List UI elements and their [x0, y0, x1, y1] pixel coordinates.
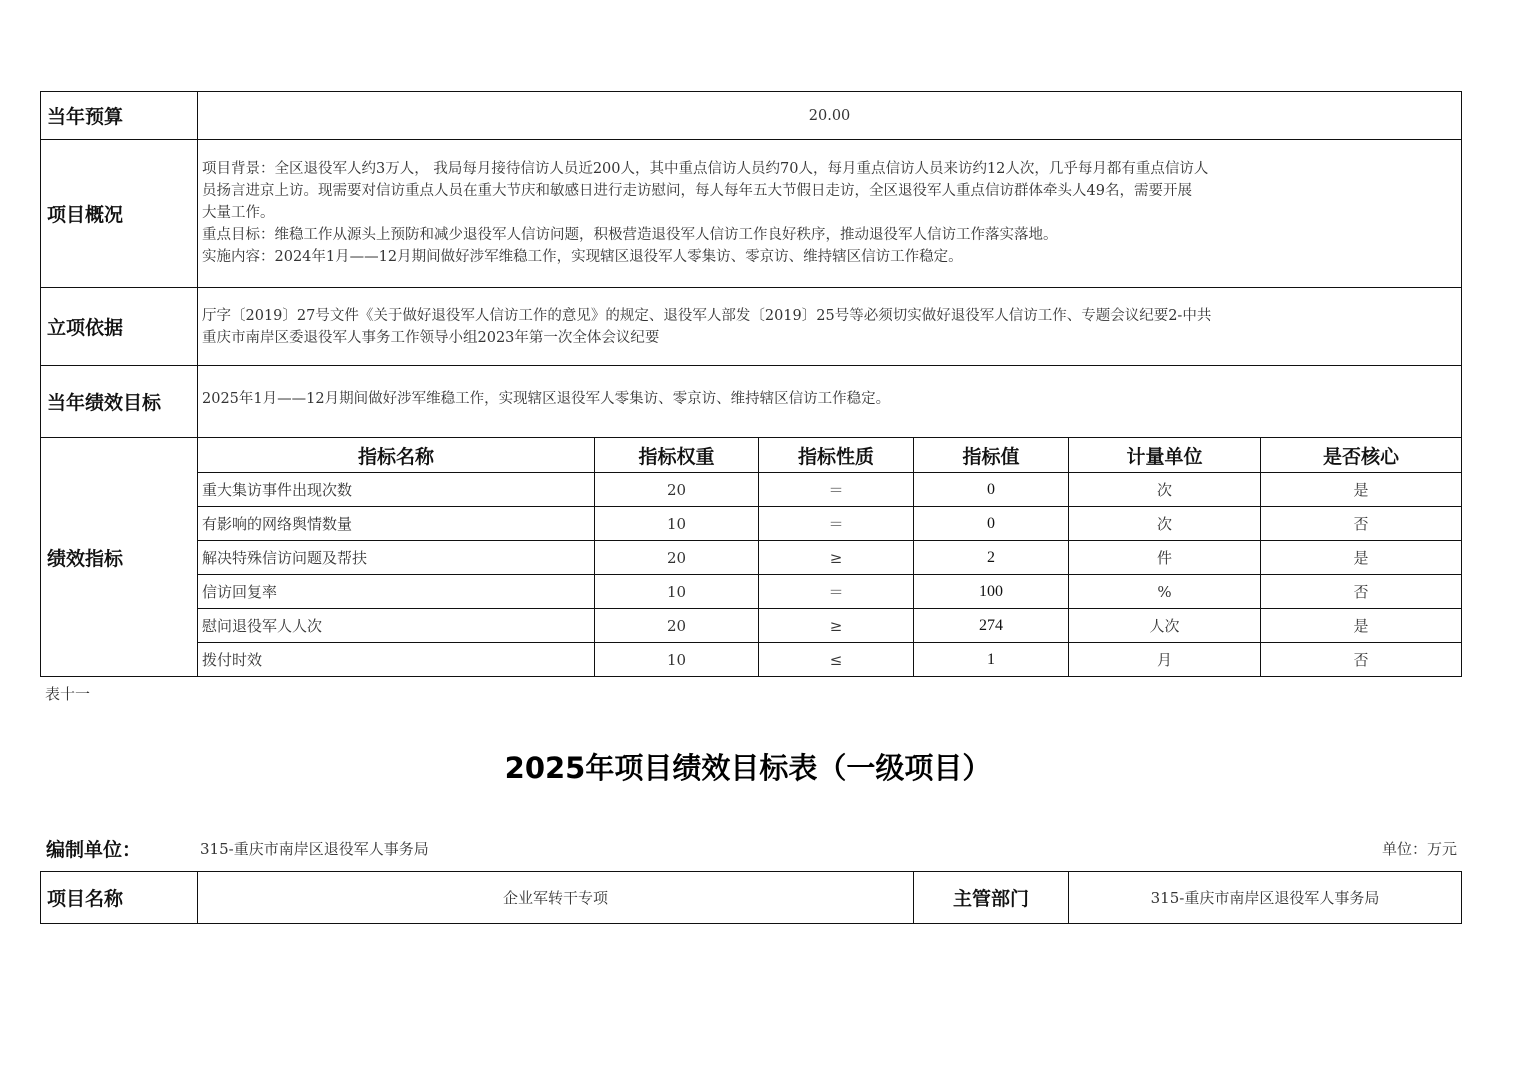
table-note: 表十一	[45, 685, 91, 703]
table-row	[41, 541, 1462, 575]
indicator-nature: ≥	[759, 541, 914, 575]
indicator-unit: 件	[1069, 541, 1261, 575]
indicator-is-core: 是	[1261, 473, 1462, 507]
indicator-label: 绩效指标	[41, 438, 198, 677]
header-indicator-weight: 指标权重	[595, 438, 759, 473]
overview-line: 大量工作。	[202, 205, 275, 221]
indicator-unit: 月	[1069, 643, 1261, 677]
header-indicator-value: 指标值	[914, 438, 1069, 473]
indicator-value: 100	[914, 575, 1069, 609]
indicator-unit: %	[1069, 575, 1261, 609]
indicator-weight: 10	[595, 507, 759, 541]
indicator-is-core: 否	[1261, 507, 1462, 541]
overview-line: 重点目标：维稳工作从源头上预防和减少退役军人信访问题，积极营造退役军人信访工作良好秩序，推动退役军人信访工作落实落地。	[202, 227, 1058, 243]
page-title: 2025年项目绩效目标表（一级项目）	[504, 751, 992, 785]
table-row	[41, 609, 1462, 643]
goal-label: 当年绩效目标	[41, 366, 198, 438]
indicator-nature: ＝	[759, 473, 914, 507]
table-row	[41, 507, 1462, 541]
indicator-value: 0	[914, 473, 1069, 507]
project-performance-table	[40, 91, 1462, 677]
indicator-is-core: 是	[1261, 609, 1462, 643]
indicator-value: 274	[914, 609, 1069, 643]
overview-text	[198, 140, 1462, 288]
unit-label: 编制单位：	[46, 839, 142, 861]
goal-value: 2025年1月——12月期间做好涉军维稳工作，实现辖区退役军人零集访、零京访、维持辖区信访工作稳定。	[198, 366, 1462, 438]
indicator-is-core: 否	[1261, 575, 1462, 609]
basis-line: 厅字〔2019〕27号文件《关于做好退役军人信访工作的意见》的规定、退役军人部发〔2019〕25号等必须切实做好退役军人信访工作、专题会议纪要2-中共	[202, 307, 1212, 324]
dept-value: 315-重庆市南岸区退役军人事务局	[1069, 872, 1462, 924]
table-row	[41, 575, 1462, 609]
indicator-weight: 20	[595, 609, 759, 643]
overview-line: 员扬言进京上访。现需要对信访重点人员在重大节庆和敏感日进行走访慰问，每人每年五大节假日走访，全区退役军人重点信访群体牵头人49名，需要开展	[202, 183, 1192, 199]
basis-line: 重庆市南岸区委退役军人事务工作领导小组2023年第一次全体会议纪要	[202, 329, 660, 346]
indicator-weight: 20	[595, 541, 759, 575]
header-indicator-name: 指标名称	[198, 438, 595, 473]
overview-label: 项目概况	[41, 140, 198, 288]
dept-label: 主管部门	[914, 872, 1069, 924]
indicator-name: 慰问退役军人人次	[198, 609, 595, 643]
budget-label: 当年预算	[41, 92, 198, 140]
indicator-value: 1	[914, 643, 1069, 677]
overview-line: 实施内容：2024年1月——12月期间做好涉军维稳工作，实现辖区退役军人零集访、零京访、维持辖区信访工作稳定。	[202, 249, 963, 265]
table-row	[41, 643, 1462, 677]
indicator-name: 拨付时效	[198, 643, 595, 677]
currency-label: 单位：万元	[1381, 840, 1457, 858]
indicator-nature: ≥	[759, 609, 914, 643]
budget-value: 20.00	[198, 92, 1462, 140]
indicator-name: 有影响的网络舆情数量	[198, 507, 595, 541]
header-unit: 计量单位	[1069, 438, 1261, 473]
indicator-weight: 10	[595, 643, 759, 677]
table-row	[41, 473, 1462, 507]
indicator-weight: 20	[595, 473, 759, 507]
indicator-name: 重大集访事件出现次数	[198, 473, 595, 507]
basis-label: 立项依据	[41, 288, 198, 366]
indicator-weight: 10	[595, 575, 759, 609]
header-indicator-nature: 指标性质	[759, 438, 914, 473]
basis-text	[198, 288, 1462, 366]
indicator-is-core: 是	[1261, 541, 1462, 575]
project-name-value: 企业军转干专项	[198, 872, 914, 924]
indicator-value: 2	[914, 541, 1069, 575]
indicator-unit: 人次	[1069, 609, 1261, 643]
indicator-unit: 次	[1069, 473, 1261, 507]
indicator-unit: 次	[1069, 507, 1261, 541]
overview-line: 项目背景：全区退役军人约3万人， 我局每月接待信访人员近200人，其中重点信访人员约70人，每月重点信访人员来访约12人次，几乎每月都有重点信访人	[202, 161, 1209, 177]
indicator-nature: ＝	[759, 575, 914, 609]
indicator-value: 0	[914, 507, 1069, 541]
indicator-name: 信访回复率	[198, 575, 595, 609]
indicator-name: 解决特殊信访问题及帮扶	[198, 541, 595, 575]
indicator-nature: ≤	[759, 643, 914, 677]
project-name-label: 项目名称	[41, 872, 198, 924]
project-name-table	[40, 871, 1462, 924]
indicator-nature: ＝	[759, 507, 914, 541]
unit-value: 315-重庆市南岸区退役军人事务局	[200, 840, 429, 858]
header-is-core: 是否核心	[1261, 438, 1462, 473]
indicator-is-core: 否	[1261, 643, 1462, 677]
